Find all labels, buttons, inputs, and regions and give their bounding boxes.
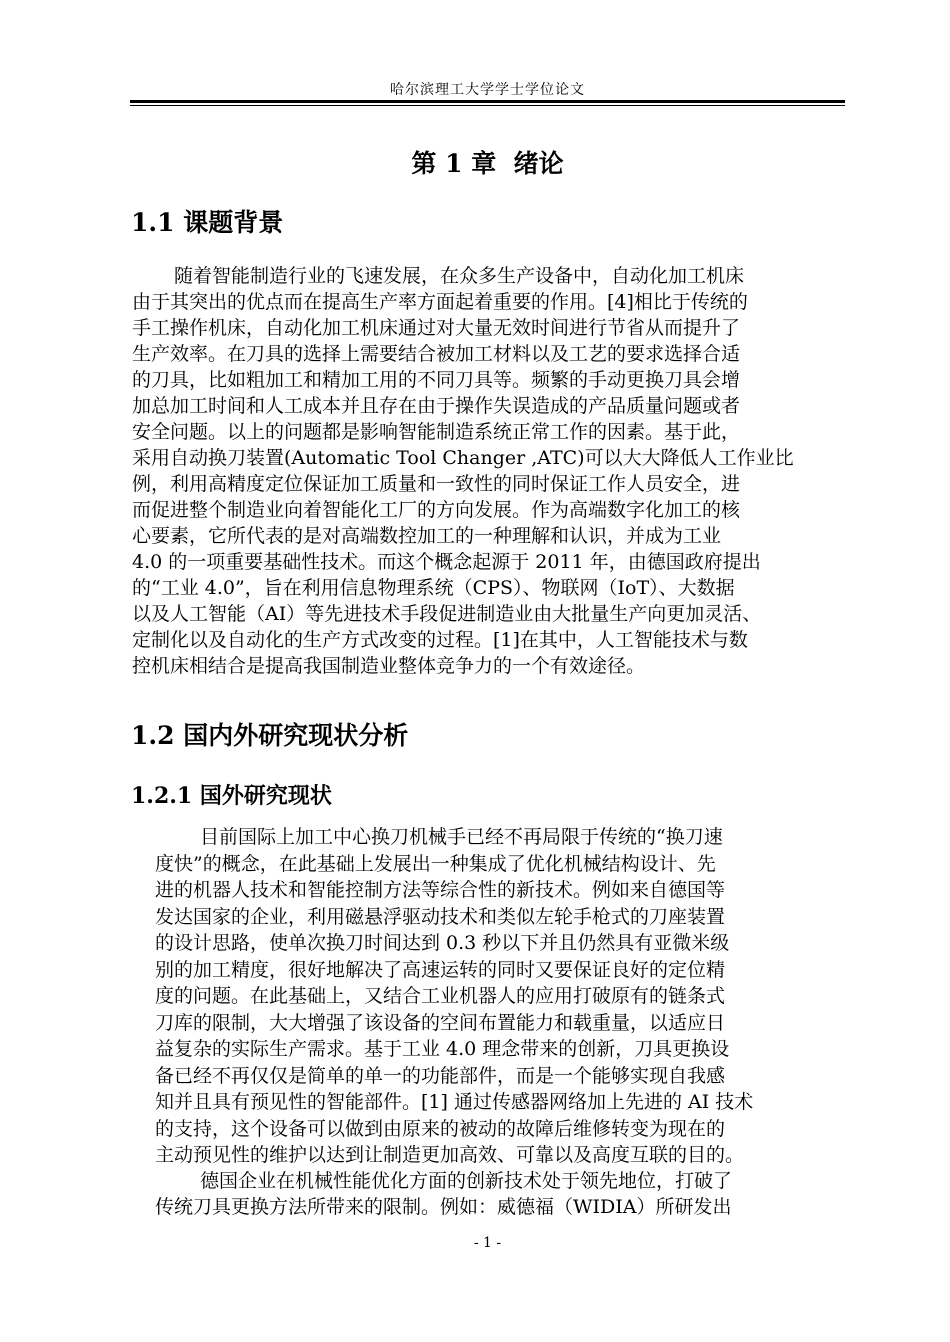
paragraph-line: 生产效率。在刀具的选择上需要结合被加工材料以及工艺的要求选择合适 — [132, 343, 741, 365]
paragraph-line: 采用自动换刀装置(Automatic Tool Changer ,ATC)可以大大降低人工作业比 — [132, 447, 794, 469]
paragraph-line: 别的加工精度，很好地解决了高速运转的同时又要保证良好的定位精 — [155, 958, 726, 981]
paragraph-line: 手工操作机床，自动化加工机床通过对大量无效时间进行节省从而提升了 — [132, 317, 741, 339]
paragraph-line: 度的问题。在此基础上，又结合工业机器人的应用打破原有的链条式 — [155, 985, 726, 1007]
paragraph-line: 安全问题。以上的问题都是影响智能制造系统正常工作的因素。基于此， — [132, 421, 741, 443]
paragraph-line: 的刀具，比如粗加工和精加工用的不同刀具等。频繁的手动更换刀具会增 — [132, 369, 741, 391]
paragraph-line: 由于其突出的优点而在提高生产率方面起着重要的作用。[4]相比于传统的 — [132, 291, 748, 313]
page-number: - 1 - — [473, 1235, 502, 1251]
paragraph-line: 知并且具有预见性的智能部件。[1] 通过传感器网络加上先进的 AI 技术 — [155, 1091, 754, 1113]
paragraph-line: 的设计思路，使单次换刀时间达到 0.3 秒以下并且仍然具有亚微米级 — [155, 932, 730, 954]
paragraph-line: 德国企业在机械性能优化方面的创新技术处于领先地位，打破了 — [200, 1170, 733, 1192]
paragraph-line: 而促进整个制造业向着智能化工厂的方向发展。作为高端数字化加工的核 — [132, 499, 741, 521]
paragraph-german-companies — [155, 1168, 850, 1220]
paragraph-foreign-research — [155, 824, 850, 1169]
paragraph-line: 4.0 的一项重要基础性技术。而这个概念起源于 2011 年，由德国政府提出 — [132, 551, 761, 573]
paragraph-line: 的支持，这个设备可以做到由原来的被动的故障后维修转变为现在的 — [155, 1117, 726, 1140]
chapter-title: 第 1 章 绪论 — [411, 149, 564, 178]
header-rule-thick — [130, 100, 845, 103]
header-rule-thin — [130, 105, 845, 106]
paragraph-line: 定制化以及自动化的生产方式改变的过程。[1]在其中，人工智能技术与数 — [132, 629, 748, 651]
section-heading-1-2: 1.2 国内外研究现状分析 — [131, 721, 409, 750]
paragraph-line: 度快”的概念，在此基础上发展出一种集成了优化机械结构设计、先 — [155, 852, 716, 875]
paragraph-line: 例，利用高精度定位保证加工质量和一致性的同时保证工作人员安全，进 — [132, 473, 741, 495]
paragraph-line: 随着智能制造行业的飞速发展，在众多生产设备中，自动化加工机床 — [174, 265, 745, 287]
subsection-heading-1-2-1: 1.2.1 国外研究现状 — [131, 783, 332, 809]
paragraph-line: 备已经不再仅仅是简单的单一的功能部件，而是一个能够实现自我感 — [155, 1064, 726, 1087]
paragraph-line: 益复杂的实际生产需求。基于工业 4.0 理念带来的创新，刀具更换设 — [155, 1038, 730, 1060]
paragraph-line: 发达国家的企业，利用磁悬浮驱动技术和类似左轮手枪式的刀座装置 — [155, 905, 726, 928]
running-header: 哈尔滨理工大学学士学位论文 — [390, 82, 585, 98]
paragraph-line: 的“工业 4.0”，旨在利用信息物理系统（CPS）、物联网（IoT）、大数据 — [132, 577, 735, 599]
section-heading-1-1: 1.1 课题背景 — [131, 208, 284, 237]
paragraph-background — [132, 263, 852, 679]
paragraph-line: 进的机器人技术和智能控制方法等综合性的新技术。例如来自德国等 — [155, 879, 726, 901]
paragraph-line: 主动预见性的维护以达到让制造更加高效、可靠以及高度互联的目的。 — [155, 1144, 745, 1166]
paragraph-line: 目前国际上加工中心换刀机械手已经不再局限于传统的“换刀速 — [200, 826, 723, 848]
paragraph-line: 加总加工时间和人工成本并且存在由于操作失误造成的产品质量问题或者 — [132, 395, 741, 417]
paragraph-line: 刀库的限制，大大增强了该设备的空间布置能力和载重量，以适应日 — [155, 1011, 726, 1034]
paragraph-line: 控机床相结合是提高我国制造业整体竞争力的一个有效途径。 — [132, 655, 646, 677]
paragraph-line: 传统刀具更换方法所带来的限制。例如：威德福（WIDIA）所研发出 — [155, 1196, 732, 1218]
paragraph-line: 心要素，它所代表的是对高端数控加工的一种理解和认识，并成为工业 — [132, 525, 722, 547]
paragraph-line: 以及人工智能（AI）等先进技术手段促进制造业由大批量生产向更加灵活、 — [132, 603, 762, 625]
